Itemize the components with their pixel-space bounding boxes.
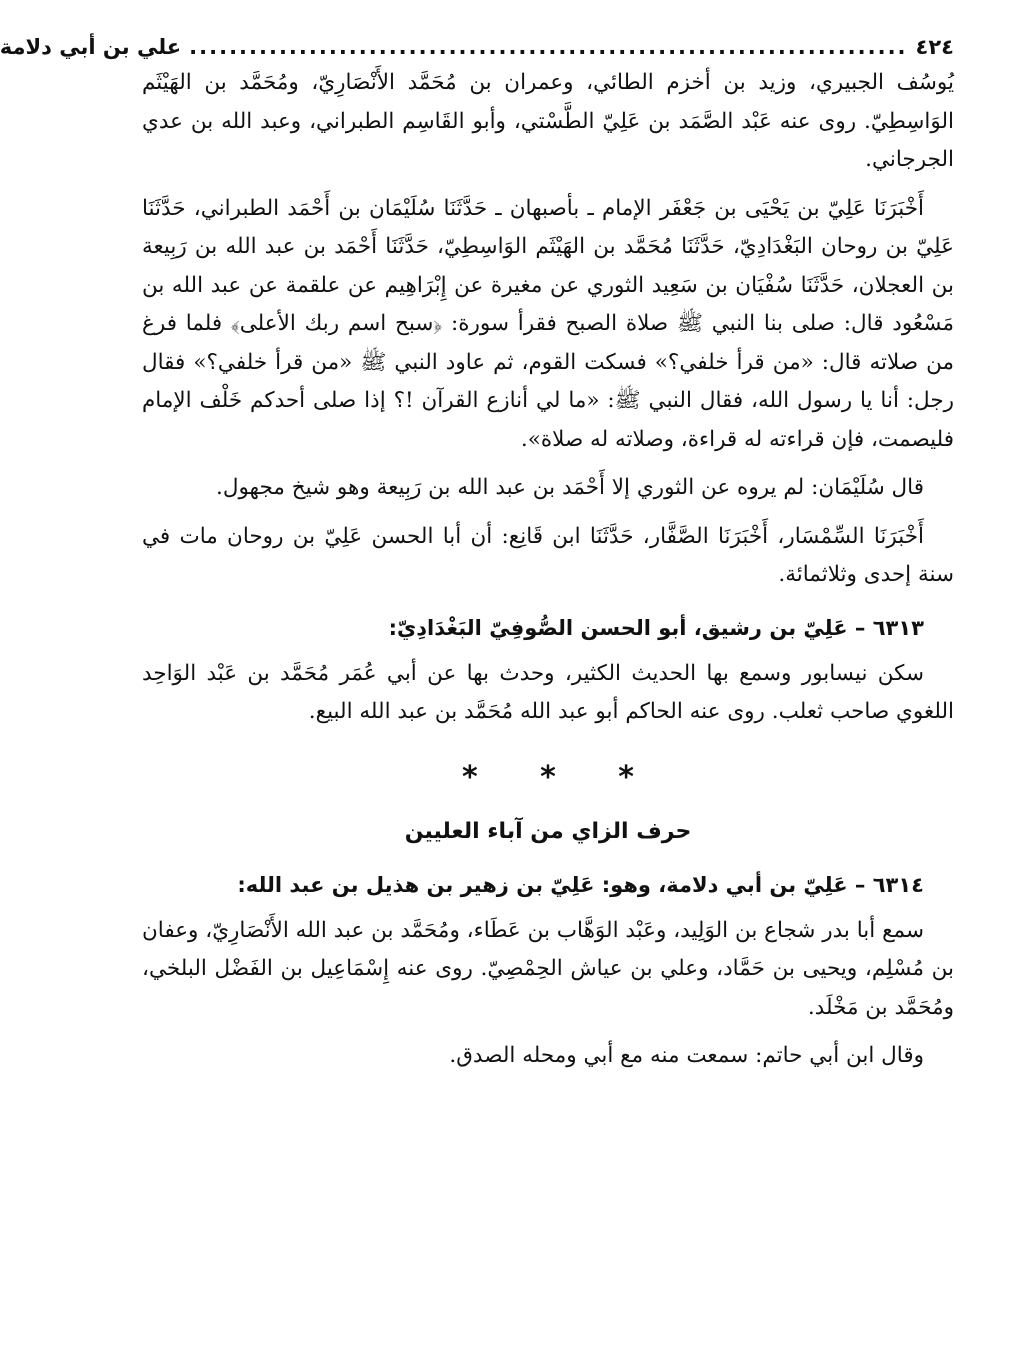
page-number: ٤٢٤ [915,35,954,59]
entry-6314-note: وقال ابن أبي حاتم: سمعت منه مع أبي ومحله الصدق. [449,1043,924,1068]
book-page [0,30,954,1076]
entry-6313-body: سكن نيسابور وسمع بها الحديث الكثير، وحدث بها عن أبي عُمَر مُحَمَّد بن عَبْد الوَاحِد اللغوي صاحب ثعلب. روى عنه الحاكم أبو عبد الله مُحَمَّد بن عبد الله البيع. [142,660,954,724]
continuation-paragraph: يُوسُف الجبيري، وزيد بن أخزم الطائي، وعمران بن مُحَمَّد الأَنْصَارِيّ، ومُحَمَّد بن الهَيْثَم الوَاسِطِيّ. روى عنه عَبْد الصَّمَد بن عَلِيّ الطَّسْتي، وأبو القَاسِم الطبراني، وعبد الله بن عدي الجرجاني. [142,70,954,172]
running-header [0,30,954,64]
entry-6314-body: سمع أبا بدر شجاع بن الوَلِيد، وعَبْد الوَهَّاب بن عَطَاء، ومُحَمَّد بن عبد الله الأَنْصَارِيّ، وعفان بن مُسْلِم، ويحيى بن حَمَّاد، وعلي بن عياش الحِمْصِيّ. روى عنه إِسْمَاعِيل بن الفَضْل البلخي، ومُحَمَّد بن مَخْلَد. [142,917,954,1020]
hadith-paragraph: أَخْبَرَنَا عَلِيّ بن يَحْيَى بن جَعْفَر الإمام ـ بأصبهان ـ حَدَّثَنَا سُلَيْمَان بن أَحْمَد الطبراني، حَدَّثَنَا عَلِيّ بن روحان البَغْدَادِيّ، حَدَّثَنَا مُحَمَّد بن الهَيْثَم الوَاسِطِيّ، حَدَّثَنَا أَحْمَد بن عبد الله بن رَبِيعة بن العجلان، حَدَّثَنَا سُفْيَان بن سَعِيد الثوري عن مغيرة عن إِبْرَاهِيم عن علقمة عن عبد الله بن مَسْعُود قال: صلى بنا النبي ﷺ صلاة الصبح فقرأ سورة: ﴿سبح اسم ربك الأعلى﴾ فلما فرغ من صلاته قال: «من قرأ خلفي؟» فسكت القوم، ثم عاود النبي ﷺ «من قرأ خلفي؟» فقال رجل: أنا يا رسول الله، فقال النبي ﷺ: «ما لي أنازع القرآن !؟ إذا صلى أحدكم خَلْف الإمام فليصمت، فإن قراءته له قراءة، وصلاته له صلاة». [142,195,954,452]
entry-6313-title: ٦٣١٣ – عَلِيّ بن رشيق، أبو الحسن الصُّوفِيّ البَغْدَادِيّ: [388,615,924,640]
sulayman-comment-paragraph: قال سُلَيْمَان: لم يروه عن الثوري إلا أَحْمَد بن عبد الله بن رَبِيعة وهو شيخ مجهول. [216,475,924,500]
death-date-paragraph: أَخْبَرَنَا السِّمْسَار، أَخْبَرَنَا الصَّفَّار، حَدَّثَنَا ابن قَانِع: أن أبا الحسن عَلِيّ بن روحان مات في سنة إحدى وثلاثمائة. [142,523,954,587]
section-heading: حرف الزاي من آباء العليين [404,818,692,844]
header-leader-dots: ........................................................................ [189,35,908,59]
running-title: علي بن أبي دلامة [0,35,182,59]
section-separator: * * * [462,759,660,795]
entry-6314-title: ٦٣١٤ – عَلِيّ بن أبي دلامة، وهو: عَلِيّ بن زهير بن هذيل بن عبد الله: [237,872,924,897]
